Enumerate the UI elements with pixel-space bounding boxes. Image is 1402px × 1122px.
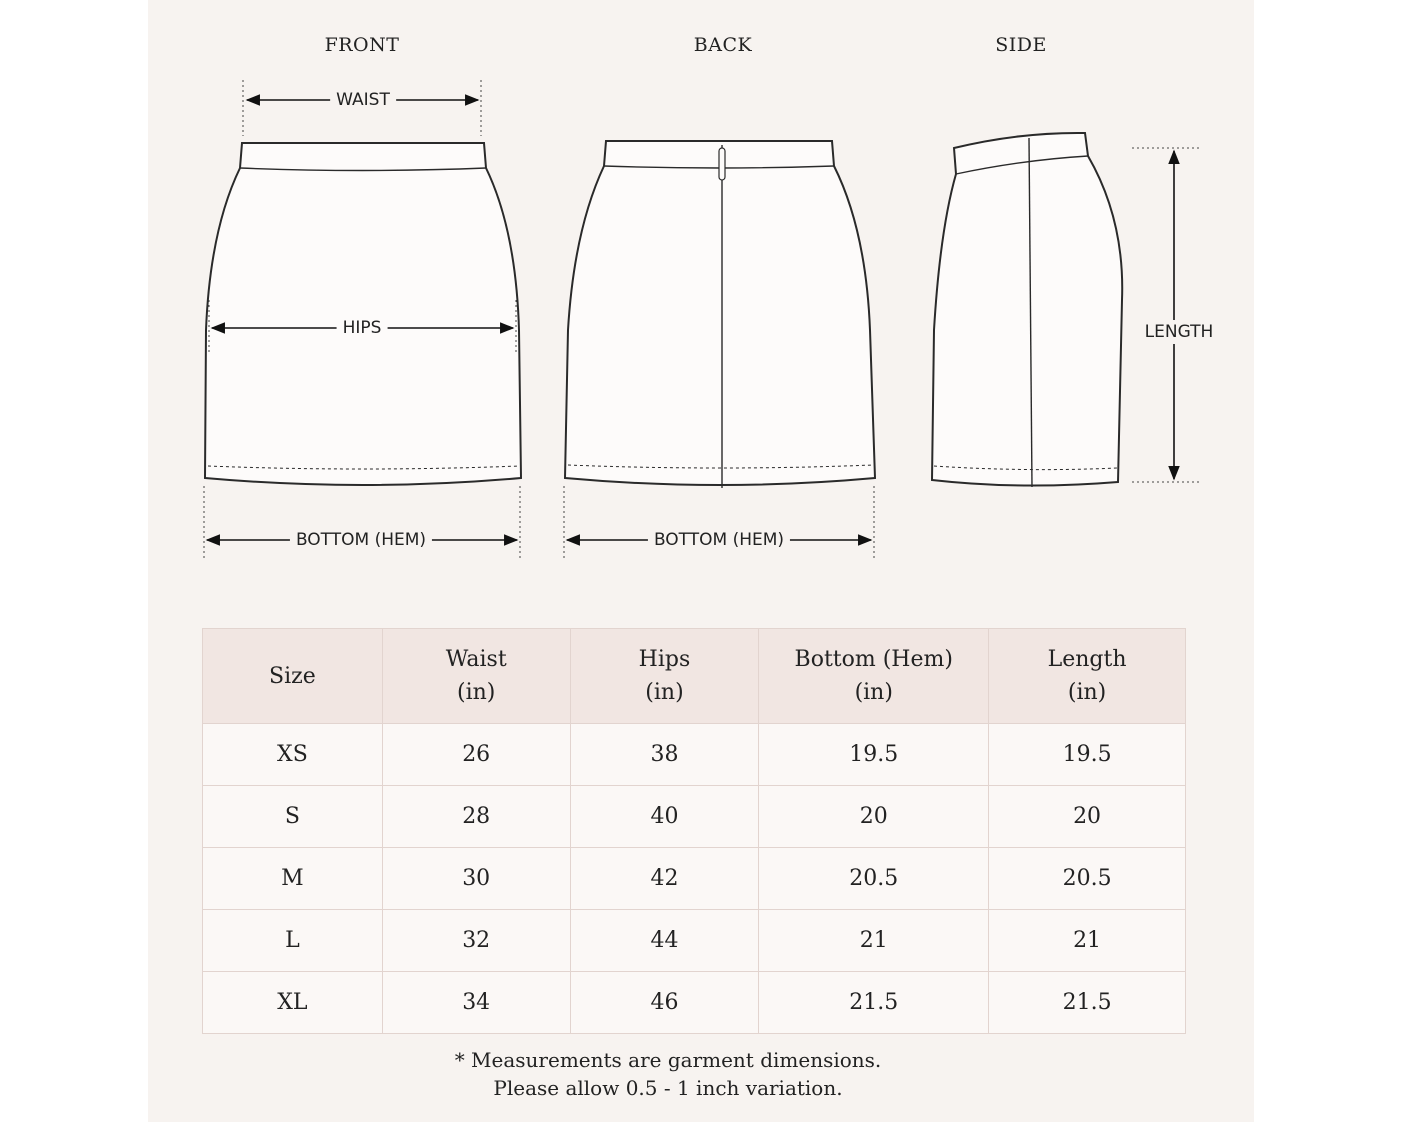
measurement-cell: 19.5 <box>759 724 989 786</box>
column-header-unit: (in) <box>1067 680 1107 705</box>
measurement-cell: 20 <box>989 786 1186 848</box>
column-header <box>570 629 759 724</box>
measurement-cell: 40 <box>570 786 759 848</box>
measurement-cell: 38 <box>570 724 759 786</box>
measurement-cell: 20 <box>759 786 989 848</box>
measurement-cell: 26 <box>382 724 570 786</box>
table-row <box>203 972 1186 1034</box>
table-row <box>203 848 1186 910</box>
front-skirt-drawing <box>205 143 521 485</box>
front-bottom-label: BOTTOM (HEM) <box>290 530 432 550</box>
measurement-cell: 20.5 <box>989 848 1186 910</box>
column-header <box>203 629 383 724</box>
column-header-label: Size <box>269 663 316 689</box>
column-header <box>382 629 570 724</box>
size-cell: XL <box>203 972 383 1034</box>
measurement-cell: 34 <box>382 972 570 1034</box>
size-cell: M <box>203 848 383 910</box>
column-header <box>759 629 989 724</box>
column-header-label: Bottom (Hem) <box>794 647 953 672</box>
note-line-2: Please allow 0.5 - 1 inch variation. <box>493 1076 843 1100</box>
back-skirt-drawing <box>565 141 875 488</box>
size-cell: S <box>203 786 383 848</box>
table-row <box>203 910 1186 972</box>
table-row <box>203 724 1186 786</box>
table-header-row <box>203 629 1186 724</box>
column-header <box>989 629 1186 724</box>
side-view-label: SIDE <box>995 34 1047 56</box>
column-header-label: Hips <box>638 647 691 672</box>
front-view-label: FRONT <box>324 34 400 56</box>
size-cell: L <box>203 910 383 972</box>
measurement-cell: 42 <box>570 848 759 910</box>
measurement-cell: 46 <box>570 972 759 1034</box>
side-skirt-drawing <box>932 133 1122 487</box>
measurement-cell: 32 <box>382 910 570 972</box>
column-header-unit: (in) <box>854 680 893 705</box>
size-cell: XS <box>203 724 383 786</box>
column-header-unit: (in) <box>645 680 684 705</box>
measurement-cell: 28 <box>382 786 570 848</box>
waist-label: WAIST <box>330 90 396 110</box>
measurement-cell: 21.5 <box>989 972 1186 1034</box>
table-row <box>203 786 1186 848</box>
measurement-cell: 30 <box>382 848 570 910</box>
column-header-label: Waist <box>445 647 507 672</box>
size-table <box>202 628 1186 1034</box>
table-body <box>203 724 1186 1034</box>
length-label: LENGTH <box>1141 320 1218 344</box>
measurement-cell: 21 <box>759 910 989 972</box>
hips-label: HIPS <box>337 318 388 338</box>
measurement-cell: 21 <box>989 910 1186 972</box>
measurement-cell: 20.5 <box>759 848 989 910</box>
measurement-cell: 21.5 <box>759 972 989 1034</box>
measurement-cell: 44 <box>570 910 759 972</box>
back-bottom-label: BOTTOM (HEM) <box>648 530 790 550</box>
column-header-label: Length <box>1047 647 1127 672</box>
column-header-unit: (in) <box>457 680 496 705</box>
measurement-note <box>148 1046 1188 1102</box>
back-view-label: BACK <box>693 34 753 56</box>
measurement-cell: 19.5 <box>989 724 1186 786</box>
note-line-1: * Measurements are garment dimensions. <box>454 1048 882 1072</box>
